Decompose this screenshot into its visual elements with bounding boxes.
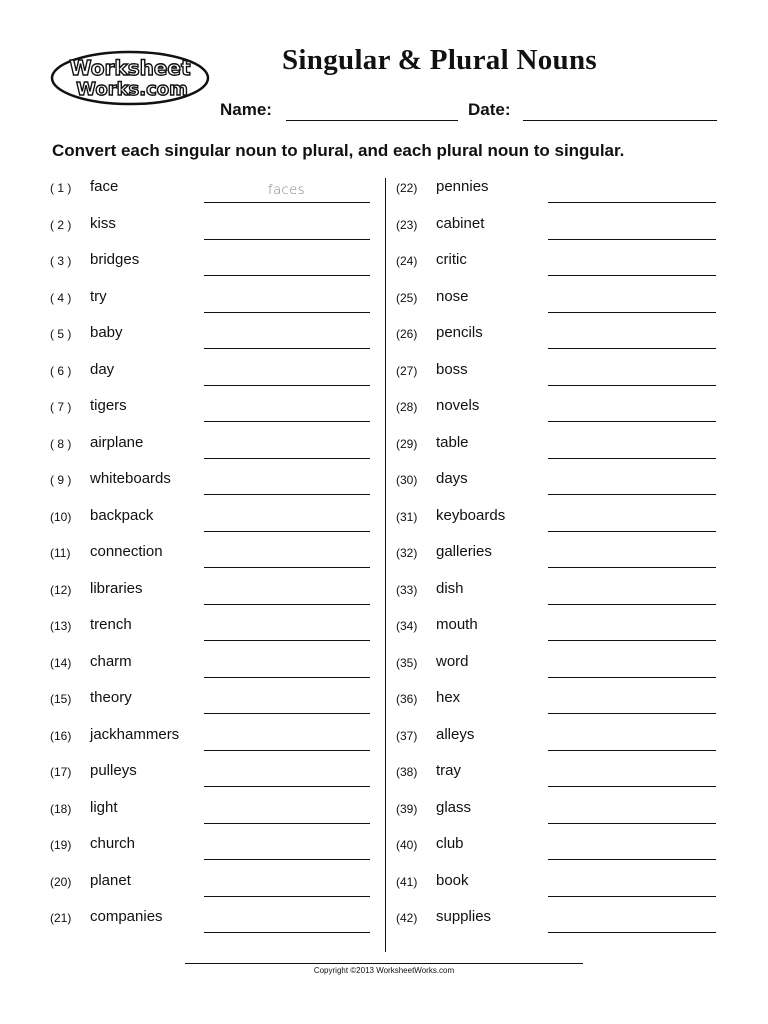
answer-field[interactable] <box>204 677 370 678</box>
answer-field[interactable] <box>204 786 370 787</box>
item-number: (15) <box>50 692 72 706</box>
answer-field[interactable] <box>548 932 716 933</box>
exercise-item <box>50 324 380 361</box>
item-number: ( 4 ) <box>50 290 72 305</box>
item-number: ( 3 ) <box>50 254 72 268</box>
item-number: (34) <box>396 619 418 633</box>
noun-word: novels <box>436 397 480 414</box>
noun-word: pencils <box>436 324 483 341</box>
noun-word: mouth <box>436 616 478 633</box>
answer-field[interactable] <box>548 385 716 386</box>
item-number: (19) <box>50 838 72 852</box>
answer-field[interactable] <box>548 567 716 568</box>
noun-word: airplane <box>90 433 144 451</box>
noun-word: kiss <box>90 214 116 232</box>
noun-word: glass <box>436 798 472 816</box>
exercise-item <box>396 653 726 690</box>
noun-word: boss <box>436 360 468 378</box>
answer-field[interactable] <box>548 202 716 203</box>
exercise-item <box>396 689 726 726</box>
exercise-item <box>50 762 380 799</box>
exercise-item <box>50 616 380 653</box>
item-number: (26) <box>396 327 418 341</box>
exercise-item <box>50 580 380 617</box>
noun-word: connection <box>90 543 163 560</box>
item-number: (39) <box>396 801 418 816</box>
exercise-item <box>50 251 380 288</box>
exercise-item <box>50 215 380 252</box>
answer-field[interactable] <box>204 385 370 386</box>
answer-field[interactable] <box>548 786 716 787</box>
exercise-item <box>396 470 726 507</box>
answer-field[interactable] <box>548 640 716 641</box>
answer-field[interactable] <box>548 750 716 751</box>
answer-field[interactable] <box>548 859 716 860</box>
noun-word: light <box>90 798 118 816</box>
noun-word: days <box>436 470 468 487</box>
answer-field[interactable] <box>548 312 716 313</box>
noun-word: charm <box>90 652 132 670</box>
instructions: Convert each singular noun to plural, and each plural noun to singular. <box>52 141 625 160</box>
noun-word: trench <box>90 616 132 633</box>
noun-word: book <box>436 871 469 889</box>
noun-word: table <box>436 433 469 451</box>
answer-field[interactable] <box>548 823 716 824</box>
answer-field[interactable] <box>204 239 370 240</box>
left-column <box>50 178 380 945</box>
item-number: (38) <box>396 765 418 779</box>
answer-field[interactable] <box>548 677 716 678</box>
item-number: (10) <box>50 509 72 524</box>
item-number: (24) <box>396 254 418 268</box>
exercise-item <box>50 288 380 325</box>
noun-word: nose <box>436 287 469 305</box>
item-number: (35) <box>396 655 418 670</box>
exercise-item <box>396 908 726 945</box>
item-number: (23) <box>396 217 418 232</box>
answer-field[interactable] <box>548 348 716 349</box>
name-label: Name: <box>220 100 272 119</box>
item-number: ( 8 ) <box>50 436 72 451</box>
answer-field[interactable] <box>204 494 370 495</box>
exercise-item <box>396 799 726 836</box>
exercise-item <box>50 799 380 836</box>
answer-field[interactable] <box>204 896 370 897</box>
noun-word: companies <box>90 908 163 925</box>
exercise-item <box>396 726 726 763</box>
logo-line2: Works.com <box>76 79 188 100</box>
exercise-item <box>396 543 726 580</box>
noun-word: critic <box>436 251 467 268</box>
page-title: Singular & Plural Nouns <box>282 44 597 76</box>
exercise-item <box>50 543 380 580</box>
item-number: (29) <box>396 436 418 451</box>
noun-word: face <box>90 178 119 195</box>
exercise-item <box>50 872 380 909</box>
answer-field[interactable] <box>204 567 370 568</box>
answer-field[interactable] <box>548 604 716 605</box>
item-number: (22) <box>396 181 418 195</box>
item-number: ( 9 ) <box>50 473 72 487</box>
answer-field[interactable] <box>548 275 716 276</box>
date-label: Date: <box>468 100 511 119</box>
answer-field[interactable] <box>204 859 370 860</box>
exercise-item <box>50 835 380 872</box>
answer-field[interactable] <box>204 640 370 641</box>
answer-field[interactable] <box>204 604 370 605</box>
name-field[interactable] <box>286 120 458 121</box>
exercise-item <box>396 507 726 544</box>
answer-field[interactable] <box>204 421 370 422</box>
answer-field[interactable] <box>548 239 716 240</box>
exercise-item <box>396 580 726 617</box>
noun-word: hex <box>436 689 461 706</box>
item-number: (30) <box>396 473 418 487</box>
answer-field[interactable] <box>204 202 370 203</box>
answer-field[interactable] <box>548 421 716 422</box>
item-number: (21) <box>50 911 72 925</box>
item-number: (32) <box>396 546 418 560</box>
exercise-item <box>396 835 726 872</box>
noun-word: dish <box>436 579 464 597</box>
exercise-item <box>396 361 726 398</box>
answer-field[interactable] <box>204 531 370 532</box>
exercise-item <box>50 726 380 763</box>
item-number: (28) <box>396 400 418 414</box>
answer-field[interactable] <box>548 713 716 714</box>
item-number: (37) <box>396 728 418 743</box>
item-number: (13) <box>50 619 72 633</box>
item-number: (12) <box>50 582 72 597</box>
item-number: (17) <box>50 765 72 779</box>
noun-word: planet <box>90 871 131 889</box>
right-column <box>396 178 726 945</box>
exercise-item <box>396 762 726 799</box>
noun-word: alleys <box>436 725 475 743</box>
item-number: (36) <box>396 692 418 706</box>
item-number: (18) <box>50 801 72 816</box>
exercise-item <box>50 908 380 945</box>
item-number: (41) <box>396 874 418 889</box>
noun-word: theory <box>90 689 132 706</box>
exercise-item <box>50 434 380 471</box>
exercise-item <box>50 361 380 398</box>
exercise-item <box>396 872 726 909</box>
noun-word: pulleys <box>90 762 137 779</box>
item-number: (11) <box>50 546 71 560</box>
item-number: ( 6 ) <box>50 363 72 378</box>
answer-field[interactable] <box>204 458 370 459</box>
exercise-item <box>396 397 726 434</box>
exercise-item <box>396 288 726 325</box>
noun-word: tigers <box>90 397 127 414</box>
logo-badge-icon <box>50 50 210 106</box>
noun-word: baby <box>90 324 123 341</box>
sample-answer: faces <box>268 183 305 198</box>
exercise-item <box>396 434 726 471</box>
item-number: (14) <box>50 655 72 670</box>
exercise-item <box>396 324 726 361</box>
exercise-item <box>50 507 380 544</box>
answer-field[interactable] <box>204 932 370 933</box>
item-number: (16) <box>50 728 72 743</box>
exercise-item <box>50 689 380 726</box>
item-number: ( 2 ) <box>50 217 72 232</box>
noun-word: galleries <box>436 543 492 560</box>
answer-field[interactable] <box>204 312 370 313</box>
answer-field[interactable] <box>204 348 370 349</box>
exercise-item <box>396 215 726 252</box>
answer-field[interactable] <box>204 823 370 824</box>
noun-word: try <box>90 287 107 305</box>
exercise-item <box>50 470 380 507</box>
exercise-item <box>50 653 380 690</box>
item-number: (40) <box>396 838 418 852</box>
noun-word: pennies <box>436 178 489 195</box>
answer-field[interactable] <box>204 713 370 714</box>
noun-word: tray <box>436 762 462 779</box>
copyright-footer: Copyright ©2013 WorksheetWorks.com <box>313 966 455 975</box>
item-number: (33) <box>396 582 418 597</box>
noun-word: supplies <box>436 908 492 925</box>
exercise-item <box>396 178 726 215</box>
item-number: (31) <box>396 509 418 524</box>
answer-field[interactable] <box>548 458 716 459</box>
exercise-item <box>50 178 380 215</box>
noun-word: word <box>436 652 469 670</box>
noun-word: club <box>436 835 464 852</box>
noun-word: keyboards <box>436 506 506 524</box>
answer-field[interactable] <box>204 750 370 751</box>
exercise-item <box>396 251 726 288</box>
noun-word: day <box>90 360 115 378</box>
item-number: (20) <box>50 874 72 889</box>
item-number: (25) <box>396 290 418 305</box>
footer-divider <box>185 963 583 964</box>
noun-word: backpack <box>90 506 154 524</box>
noun-word: church <box>90 835 136 852</box>
noun-word: whiteboards <box>90 470 171 487</box>
answer-field[interactable] <box>548 494 716 495</box>
item-number: (42) <box>396 911 418 925</box>
exercise-item <box>50 397 380 434</box>
noun-word: cabinet <box>436 214 485 232</box>
item-number: (27) <box>396 363 418 378</box>
answer-field[interactable] <box>548 531 716 532</box>
column-divider <box>385 178 386 952</box>
item-number: ( 7 ) <box>50 400 72 414</box>
noun-word: libraries <box>90 579 143 597</box>
answer-field[interactable] <box>204 275 370 276</box>
answer-field[interactable] <box>548 896 716 897</box>
item-number: ( 5 ) <box>50 327 72 341</box>
item-number: ( 1 ) <box>50 181 72 195</box>
date-field[interactable] <box>523 120 717 121</box>
exercise-item <box>396 616 726 653</box>
logo-line1: Worksheet <box>69 56 191 80</box>
noun-word: bridges <box>90 251 140 268</box>
worksheetworks-logo <box>50 50 210 106</box>
noun-word: jackhammers <box>90 725 180 743</box>
